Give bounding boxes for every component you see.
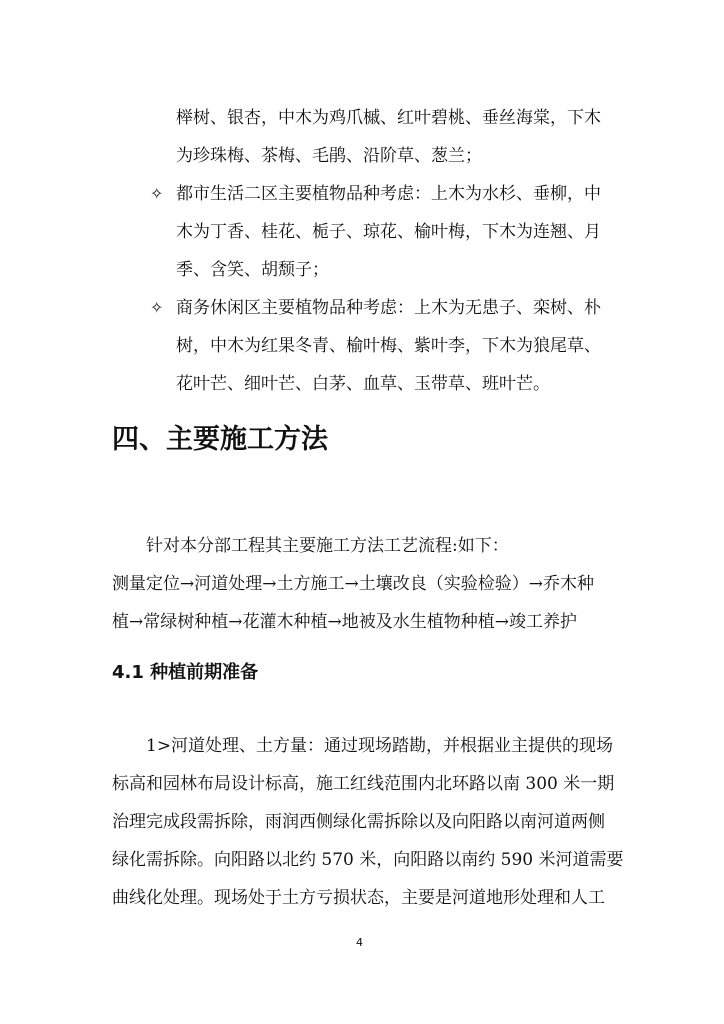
text-line: 榉树、银杏，中木为鸡爪槭、红叶碧桃、垂丝海棠，下木: [176, 108, 601, 128]
diamond-bullet-icon: ✧: [150, 184, 164, 203]
bullet-line: 商务休闲区主要植物品种考虑：上木为无患子、栾树、朴: [176, 298, 601, 318]
diamond-bullet-icon: ✧: [150, 298, 164, 317]
page-number: 4: [356, 936, 363, 949]
intro-line: 针对本分部工程其主要施工方法工艺流程:如下：: [146, 536, 509, 556]
paragraph-line: 曲线化处理。现场处于土方亏损状态，主要是河道地形处理和人工: [112, 888, 605, 908]
section-heading: 四、主要施工方法: [112, 424, 328, 455]
paragraph-line: 绿化需拆除。向阳路以北约 570 米，向阳路以南约 590 米河道需要: [112, 850, 624, 870]
paragraph-line: 标高和园林布局设计标高，施工红线范围内北环路以南 300 米一期: [112, 774, 615, 794]
subsection-heading: 4.1 种植前期准备: [112, 662, 259, 683]
flow-line: 植→常绿树种植→花灌木种植→地被及水生植物种植→竣工养护: [112, 612, 577, 632]
bullet-line: 花叶芒、细叶芒、白茅、血草、玉带草、班叶芒。: [176, 374, 550, 394]
bullet-line: 木为丁香、桂花、栀子、琼花、榆叶梅，下木为连翘、月: [176, 222, 601, 242]
paragraph-line: 1>河道处理、土方量：通过现场踏勘，并根据业主提供的现场: [146, 736, 614, 756]
text-line: 为珍珠梅、茶梅、毛鹃、沿阶草、葱兰；: [176, 146, 482, 166]
bullet-line: 树，中木为红果冬青、榆叶梅、紫叶李，下木为狼尾草、: [176, 336, 601, 356]
flow-line: 测量定位→河道处理→土方施工→土壤改良（实验检验）→乔木种: [112, 574, 594, 594]
paragraph-line: 治理完成段需拆除，雨润西侧绿化需拆除以及向阳路以南河道两侧: [112, 812, 605, 832]
bullet-line: 都市生活二区主要植物品种考虑：上木为水杉、垂柳，中: [176, 184, 601, 204]
bullet-line: 季、含笑、胡颓子；: [176, 260, 329, 280]
